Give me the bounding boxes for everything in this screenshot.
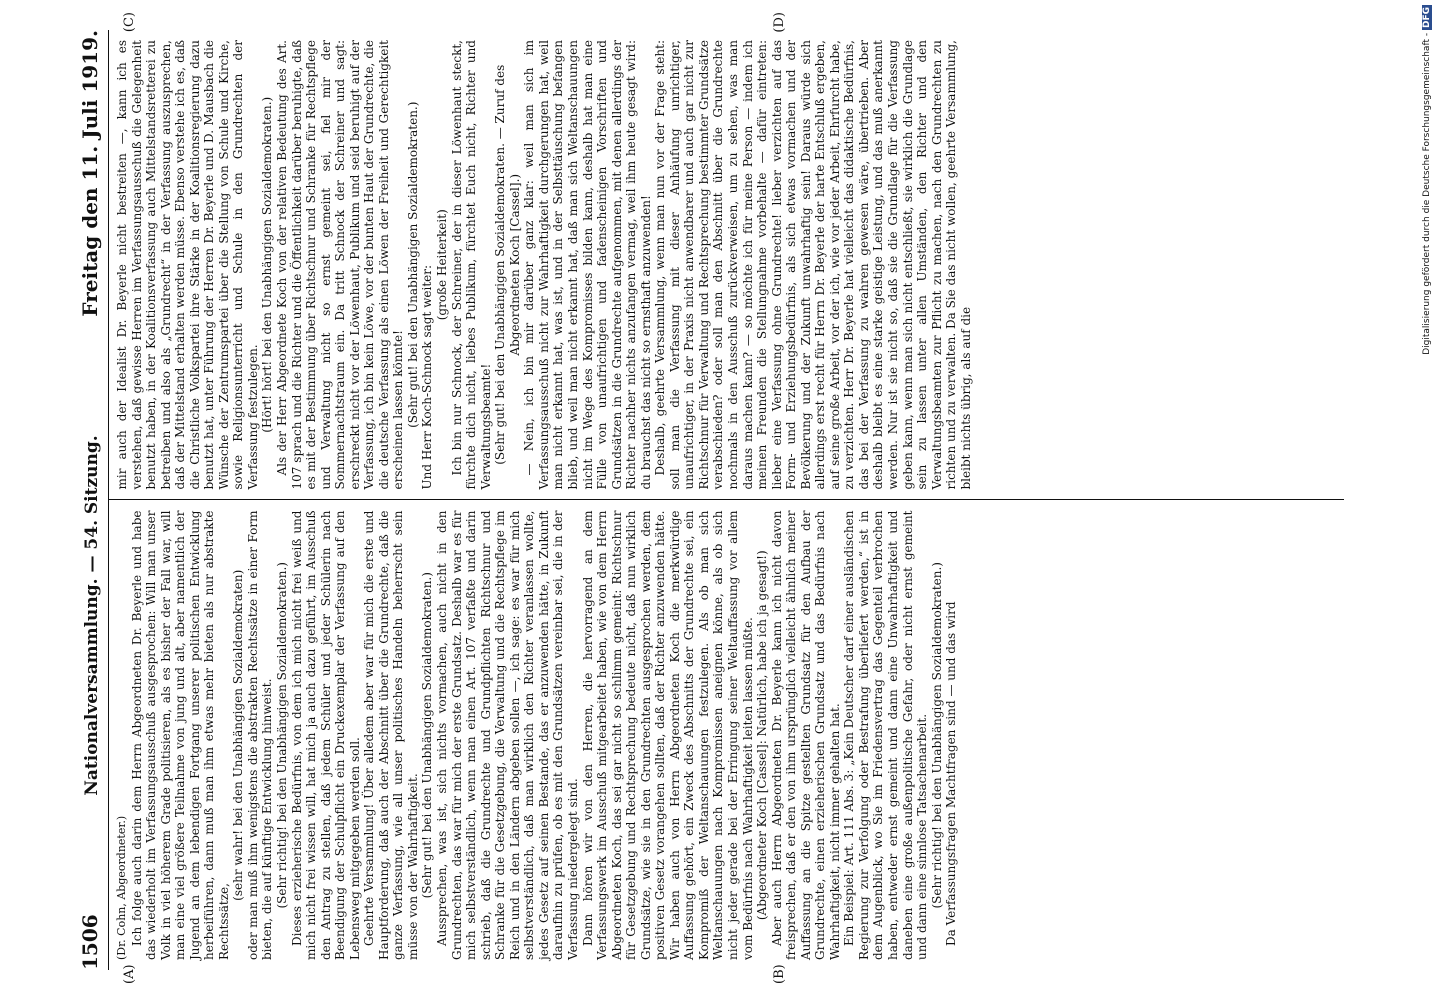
digitization-stamp	[1418, 5, 1434, 995]
speaker-line: (Dr. Cohn, Abgeordneter.)	[115, 815, 128, 960]
paragraph: — Nein, ich bin mir darüber ganz klar: weil man sich im Verfassungsausschuß nicht zur Wahrhaftigkeit durchgerungen hat, weil man nicht erkannt hat, was ist, und in der Selbsttäuschung befangen blieb, und weil man nicht erkannt hat, daß man sich Weltanschauungen nicht im Wege des Kompromisses bilden kann, deshalb hat man eine Fülle von unaufrichtigen und fadenscheinigen Vorschriften und Grundsätzen in die Grundrechte aufgenommen, mit denen allerdings der Richter nachher nichts anzufangen vermag, weil ihm heute gesagt wird: du brauchst das nicht so ernsthaft anzuwenden!	[522, 40, 653, 490]
paragraph: Deshalb, geehrte Versammlung, wenn man nun vor der Frage steht: soll man die Verfassung mit dieser Anhäufung unrichtiger, unaufrichtiger, in der Praxis nicht anwendbarer und auch gar nicht zur Richtschnur für Verwaltung und Rechtsprechung bestimmter Grundsätze verabschieden? oder soll man den Abschnitt über die Grundrechte nochmals in den Ausschuß zurückverweisen, um zu sehen, was man daraus machen kann? — so möchte ich für meine Person — indem ich meinen Freunden die Stellungnahme vorbehalte — dafür eintreten: lieber eine Verfassung ohne Grundrechte! lieber verzichten auf das Form- und Erziehungsbedürfnis, als sich etwas vormachen und der Bevölkerung und der Zukunft unwahrhaftig sein! Daraus würde sich allerdings erst recht für Herrn Dr. Beyerle der harte Entschluß ergeben, auf seine große Arbeit, vor der ich, wie vor jeder Arbeit, Ehrfurcht habe, zu verzichten. Herr Dr. Beyerle hat vielleicht das didaktische Bedürfnis, das bei der Verfassung zu wahren gewesen wäre, übertrieben. Aber deshalb bleibt es eine starke geistige Leistung, und das muß anerkannt werden. Nur ist sie nicht so, daß sie die Grundlage für die Verfassung geben kann, wenn man sich nicht entschließt, sie wirklich die Grundlage sein zu lassen unter allen Umständen, den Richter und den Verwaltungsbeamten zur Pflicht zu machen, nach den Grundrechten zu richten und zu verwalten. Da Sie das nicht wollen, geehrte Versammlung, bleibt nichts übrig, als auf die	[653, 40, 973, 490]
paragraph: Dann hören wir von den Herren, die hervorragend an dem Verfassungswerk im Ausschuß mitgearbeitet haben, wie von dem Herrn Abgeordneten Koch, das sei gar nicht so schlimm gemeint: Richtschnur für Gesetzgebung und Rechtsprechung bedeute nicht, daß nun wirklich Grundsätze, wie sie in den Grundrechten ausgesprochen werden, dem positiven Gesetz vorangehen sollten, daß der Richter anzuwenden hätte. Wir haben auch von Herrn Abgeordneten Koch die merkwürdige Auffassung gehört, ein Zweck des Abschnitts der Grundrechte sei, ein Kompromiß der Weltanschauungen festzulegen. Als ob man sich Weltanschauungen nach Kompromissen aneignen könne, als ob sich nicht jeder gerade bei der Erringung seiner Weltauffassung vor allem vom Bedürfnis nach Wahrhaftigkeit leiten lassen müßte.	[580, 510, 755, 960]
margin-marker-a: (A)	[122, 964, 137, 984]
margin-marker-c: (C)	[122, 12, 137, 33]
dfg-logo: DFG	[1422, 7, 1432, 29]
interjection: (sehr wahr! bei den Unabhängigen Sozialdemokraten)	[231, 569, 246, 901]
paragraph: Dieses erzieherische Bedürfnis, von dem ich mich nicht frei weiß und mich nicht frei wissen will, hat mich ja auch dazu geführt, im Ausschuß den Antrag zu stellen, daß jedem Schüler und jeder Schülerin nach Beendigung der Schulpflicht ein Druckexemplar der Verfassung auf den Lebensweg mitgegeben werden soll.	[289, 510, 362, 960]
paragraph: Da Verfassungsfragen Machtfragen sind — und das wird	[944, 601, 959, 946]
page-number: 1506	[78, 914, 102, 970]
stamp-text: Digitalisierung gefördert durch die Deutsche Forschungsgemeinschaft -	[1422, 32, 1432, 355]
interjection: (Hört! hört! bei den Unabhängigen Sozialdemokraten.)	[260, 96, 275, 433]
interjection: (Sehr gut! bei den Unabhängigen Sozialdemokraten.)	[420, 572, 435, 899]
paragraph: Ich bin nur Schnock, der Schreiner, der in dieser Löwenhaut steckt, fürchte dich nicht, liebes Publikum, fürchtet Euch nicht, Richter und Verwaltungsbeamte!	[449, 40, 493, 490]
interjection: (Sehr richtig! bei den Unabhängigen Sozialdemokraten.)	[929, 562, 944, 909]
interjection: (Sehr gut! bei den Unabhängigen Sozialdemokraten.)	[405, 101, 420, 428]
paragraph: Ich folge auch darin dem Herrn Abgeordneten Dr. Beyerle und habe das wiederholt im Verfassungsausschuß ausgesprochen: Will man unser Volk in viel höherem Grade politisieren, als es bisher der Fall war, will man eine viel größere Teilnahme von jung und alt, aber namentlich der Jugend an dem lebendigen Fortgang unserer politischen Entwicklung herbeiführen, dann muß man ihm etwas mehr bieten als nur abstrakte Rechtssätze,	[129, 510, 231, 960]
margin-marker-b: (B)	[772, 964, 787, 984]
interjection: (große Heiterkeit)	[435, 209, 450, 321]
margin-marker-d: (D)	[772, 12, 787, 33]
paragraph: Geehrte Versammlung! Über alledem aber war für mich die erste und Hauptforderung, daß auch der Abschnitt über die Grundrechte, daß die ganze Verfassung, wie all unser politisches Handeln beherrscht sein müsse von der Wahrhaftigkeit.	[362, 510, 420, 960]
paragraph: Ein Beispiel: Art. 111 Abs. 3: „Kein Deutscher darf einer ausländischen Regierung zur Verfolgung oder Bestrafung überliefert werden,“ ist in dem Augenblick, wo Sie im Friedensvertrag das Gegenteil verbrochen haben, entweder ernst gemeint und dann eine Unwahrhaftigkeit und daneben eine große außenpolitische Gefahr, oder nicht ernst gemeint und dann eine sinnlose Tatsachenarbeit.	[842, 510, 930, 960]
column-left	[109, 501, 1344, 971]
text-columns	[109, 30, 1344, 970]
interjection: (Sehr gut! bei den Unabhängigen Sozialdemokraten. — Zuruf des Abgeordneten Koch [Cassel].)	[493, 64, 522, 465]
paragraph: mir auch der Idealist Dr. Beyerle nicht bestreiten —, kann ich es verstehen, daß gewisse Herren im Verfassungsausschuß die Gelegenheit benutzt haben, in der Koalitionsverfassung auch Mittelstandsretterei zu betreiben und also als „Grundrecht“ in der Verfassung auszusprechen, daß der Mittelstand erhalten werden müsse. Ebenso verstehe ich es, daß die Christliche Volkspartei ihre Stärke in der Koalitionsregierung dazu benutzt hat, unter Führung der Herren Dr. Beyerle und D. Mausbach die Wünsche der Zentrumspartei über die Stellung von Schule und Kirche, sowie Religionsunterricht und Schule in den Grundrechten der Verfassung festzulegen.	[115, 40, 260, 490]
running-title: Nationalversammlung. — 54. Sitzung.	[82, 435, 102, 796]
interjection: (Sehr richtig! bei den Unabhängigen Sozialdemokraten.)	[275, 562, 290, 909]
paragraph: Aber auch Herrn Abgeordneten Dr. Beyerle kann ich nicht davon freisprechen, daß er den von ihm ursprünglich vielleicht ähnlich meiner Auffassung an die Spitze gestellten Grundsatz für den Aufbau der Grundrechte, einen erzieherischen Grundsatz und das Bedürfnis nach Wahrhaftigkeit, nicht immer gehalten hat.	[769, 510, 842, 960]
paragraph: oder man muß ihm wenigstens die abstrakten Rechtssätze in einer Form bieten, die auf künftige Entwicklung hinweist.	[245, 510, 275, 960]
interjection: (Abgeordneter Koch [Cassel]: Natürlich, habe ich ja gesagt!)	[755, 550, 770, 921]
session-date: Freitag den 11. Juli 1919.	[78, 30, 102, 317]
paragraph: Aussprechen, was ist, sich nichts vormachen, auch nicht in den Grundrechten, das war für mich der erste Grundsatz. Deshalb war es für mich selbstverständlich, wenn man einen Art. 107 verfaßte und darin schrieb, daß die Grundrechte und Grundpflichten Richtschnur und Schranke für die Gesetzgebung, die Verwaltung und die Rechtspflege im Reich und in den Ländern abgeben sollen —, ich sage: es war für mich selbstverständlich, daß man wirklich den Richter veranlassen wollte, jedes Gesetz auf seinen Bestande, das er anzuwenden hätte, in Zukunft daraufhin zu prüfen, ob es mit den Grundsätzen vereinbar sei, die in der Verfassung niedergelegt sind.	[435, 510, 580, 960]
page-header	[72, 30, 102, 970]
rotated-page	[72, 12, 1362, 984]
paragraph: Und Herr Koch-Schnock sagt weiter:	[420, 264, 435, 490]
column-right	[109, 30, 1344, 500]
paragraph: Als der Herr Abgeordnete Koch von der relativen Bedeutung des Art. 107 sprach und die Richter und die Öffentlichkeit darüber beruhigte, daß es mit der Bestimmung über Richtschnur und Schranke für Rechtspflege und Verwaltung nicht so ernst gemeint sei, fiel mir der Sommernachtstraum ein. Da tritt Schnock der Schreiner und sagt: erschreckt nicht vor der Löwenhaut, Publikum und seid beruhigt auf der Verfassung, ich bin kein Löwe, vor der bunten Haut der Grundrechte, die die deutsche Verfassung als einen Löwen der Freiheit und Gerechtigkeit erscheinen lassen könnte!	[275, 40, 406, 490]
